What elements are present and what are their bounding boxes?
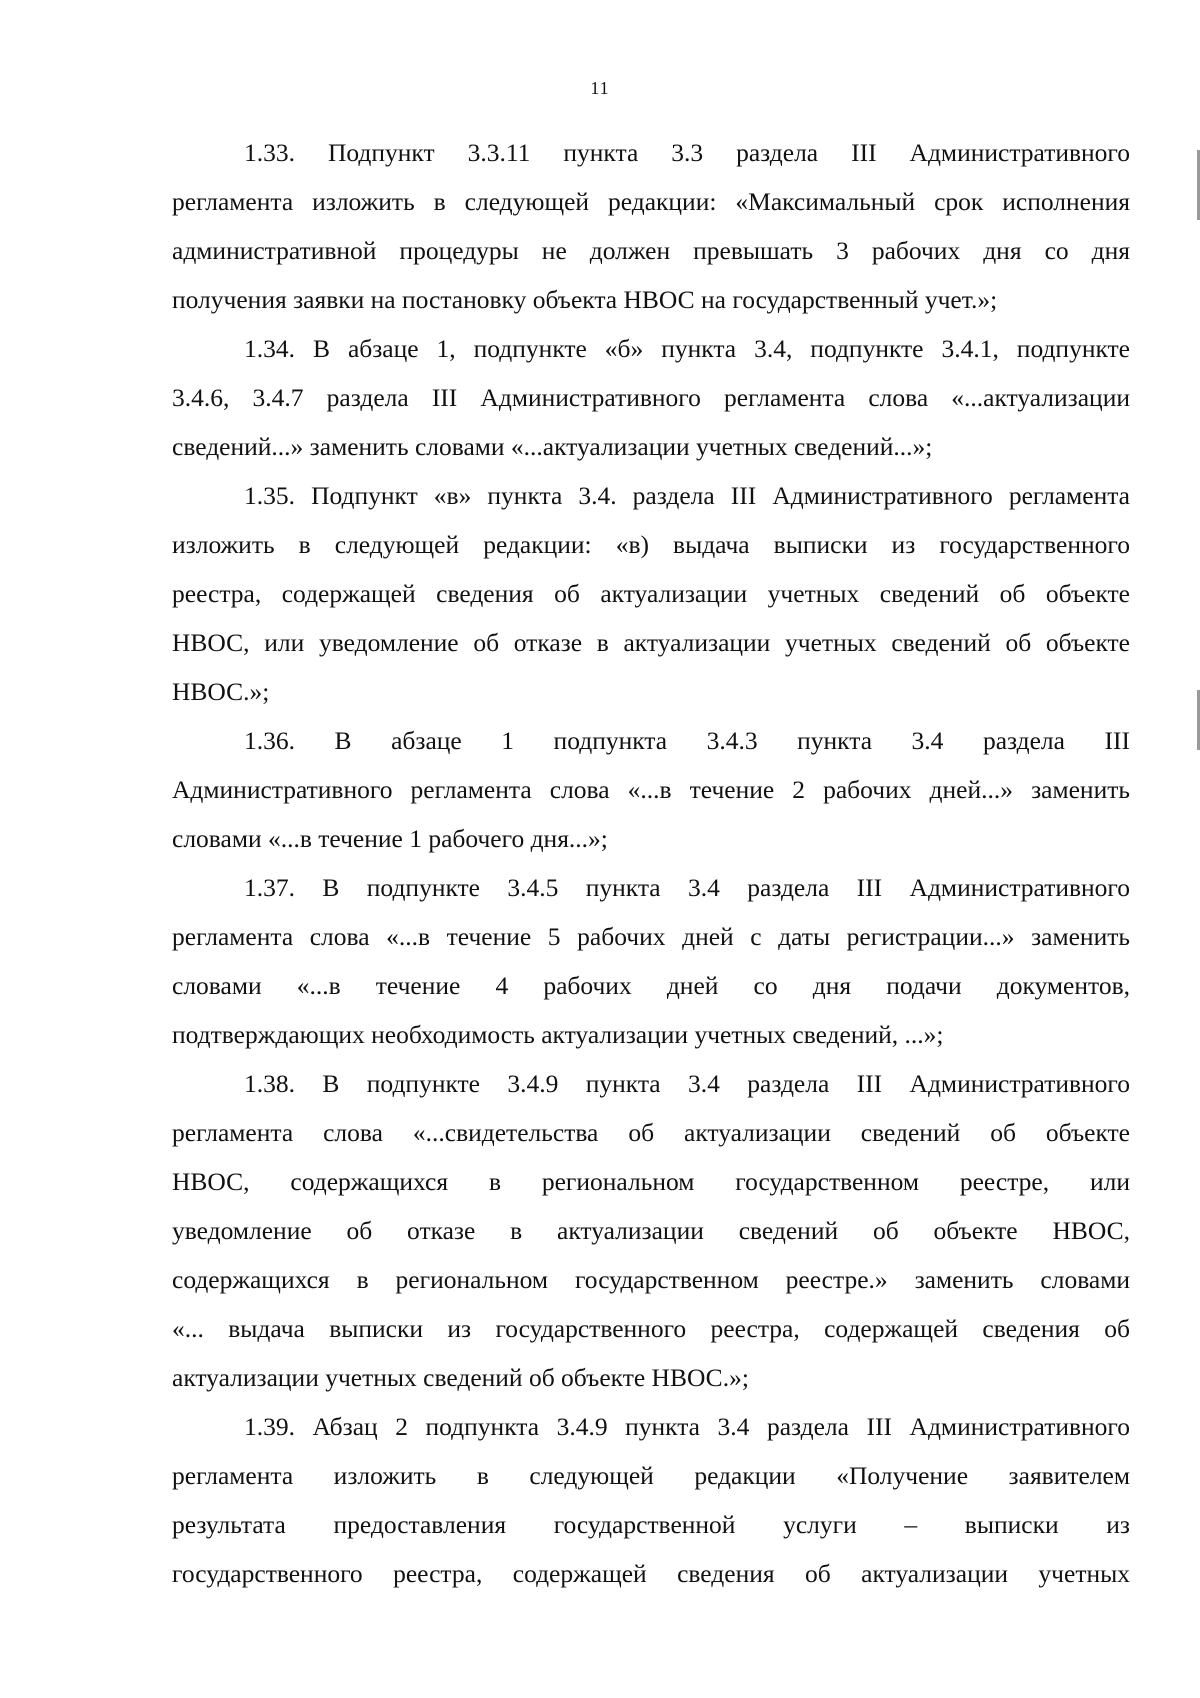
paragraph-line: изложить в следующей редакции: «в) выдача выписки из государственного: [172, 530, 1130, 559]
paragraph-line: НВОС, или уведомление об отказе в актуализации учетных сведений об объекте: [172, 628, 1130, 657]
paragraph-line: 3.4.6, 3.4.7 раздела III Административного регламента слова «...актуализации: [172, 383, 1130, 412]
paragraph-line: словами «...в течение 1 рабочего дня...»;: [172, 824, 608, 853]
paragraph-line: 1.33. Подпункт 3.3.11 пункта 3.3 раздела III Административного: [244, 138, 1130, 167]
paragraph-line: регламента слова «...свидетельства об актуализации сведений об объекте: [172, 1118, 1130, 1147]
paragraph-line: Административного регламента слова «...в течение 2 рабочих дней...» заменить: [172, 775, 1130, 804]
paragraph-line: регламента изложить в следующей редакции: «Максимальный срок исполнения: [172, 187, 1130, 216]
paragraph-line: государственного реестра, содержащей сведения об актуализации учетных: [172, 1559, 1130, 1588]
paragraph-line: 1.39. Абзац 2 подпункта 3.4.9 пункта 3.4 раздела III Административного: [244, 1412, 1130, 1441]
paragraph-line: содержащихся в региональном государственном реестре.» заменить словами: [172, 1265, 1130, 1294]
paragraph-line: результата предоставления государственной услуги – выписки из: [172, 1510, 1130, 1539]
paragraph-1-37: [172, 863, 1130, 1059]
paragraph-line: административной процедуры не должен превышать 3 рабочих дня со дня: [172, 236, 1130, 265]
paragraph-line: «... выдача выписки из государственного реестра, содержащей сведения об: [172, 1314, 1130, 1343]
paragraph-line: НВОС, содержащихся в региональном государственном реестре, или: [172, 1167, 1130, 1196]
paragraph-1-36: [172, 716, 1130, 863]
paragraph-line: 1.35. Подпункт «в» пункта 3.4. раздела III Административного регламента: [244, 481, 1130, 510]
paragraph-line: НВОС.»;: [172, 677, 270, 706]
paragraph-line: 1.36. В абзаце 1 подпункта 3.4.3 пункта 3.4 раздела III: [244, 726, 1130, 755]
paragraph-line: подтверждающих необходимость актуализации учетных сведений, ...»;: [172, 1020, 944, 1049]
paragraph-line: регламента слова «...в течение 5 рабочих дней с даты регистрации...» заменить: [172, 922, 1130, 951]
paragraph-line: 1.38. В подпункте 3.4.9 пункта 3.4 раздела III Административного: [244, 1069, 1130, 1098]
document-body: [172, 128, 1130, 1598]
paragraph-1-35: [172, 471, 1130, 716]
paragraph-1-33: [172, 128, 1130, 324]
paragraph-line: словами «...в течение 4 рабочих дней со дня подачи документов,: [172, 971, 1130, 1000]
paragraph-line: актуализации учетных сведений об объекте НВОС.»;: [172, 1363, 749, 1392]
paragraph-1-38: [172, 1059, 1130, 1402]
paragraph-line: 1.34. В абзаце 1, подпункте «б» пункта 3.4, подпункте 3.4.1, подпункте: [244, 334, 1130, 363]
paragraph-line: 1.37. В подпункте 3.4.5 пункта 3.4 раздела III Административного: [244, 873, 1130, 902]
paragraph-line: реестра, содержащей сведения об актуализации учетных сведений об объекте: [172, 579, 1130, 608]
paragraph-1-39: [172, 1402, 1130, 1598]
paragraph-line: регламента изложить в следующей редакции «Получение заявителем: [172, 1461, 1130, 1490]
paragraph-line: уведомление об отказе в актуализации сведений об объекте НВОС,: [172, 1216, 1130, 1245]
paragraph-line: получения заявки на постановку объекта НВОС на государственный учет.»;: [172, 285, 998, 314]
page-number: 11: [590, 78, 610, 98]
paragraph-line: сведений...» заменить словами «...актуализации учетных сведений...»;: [172, 432, 933, 461]
paragraph-1-34: [172, 324, 1130, 471]
